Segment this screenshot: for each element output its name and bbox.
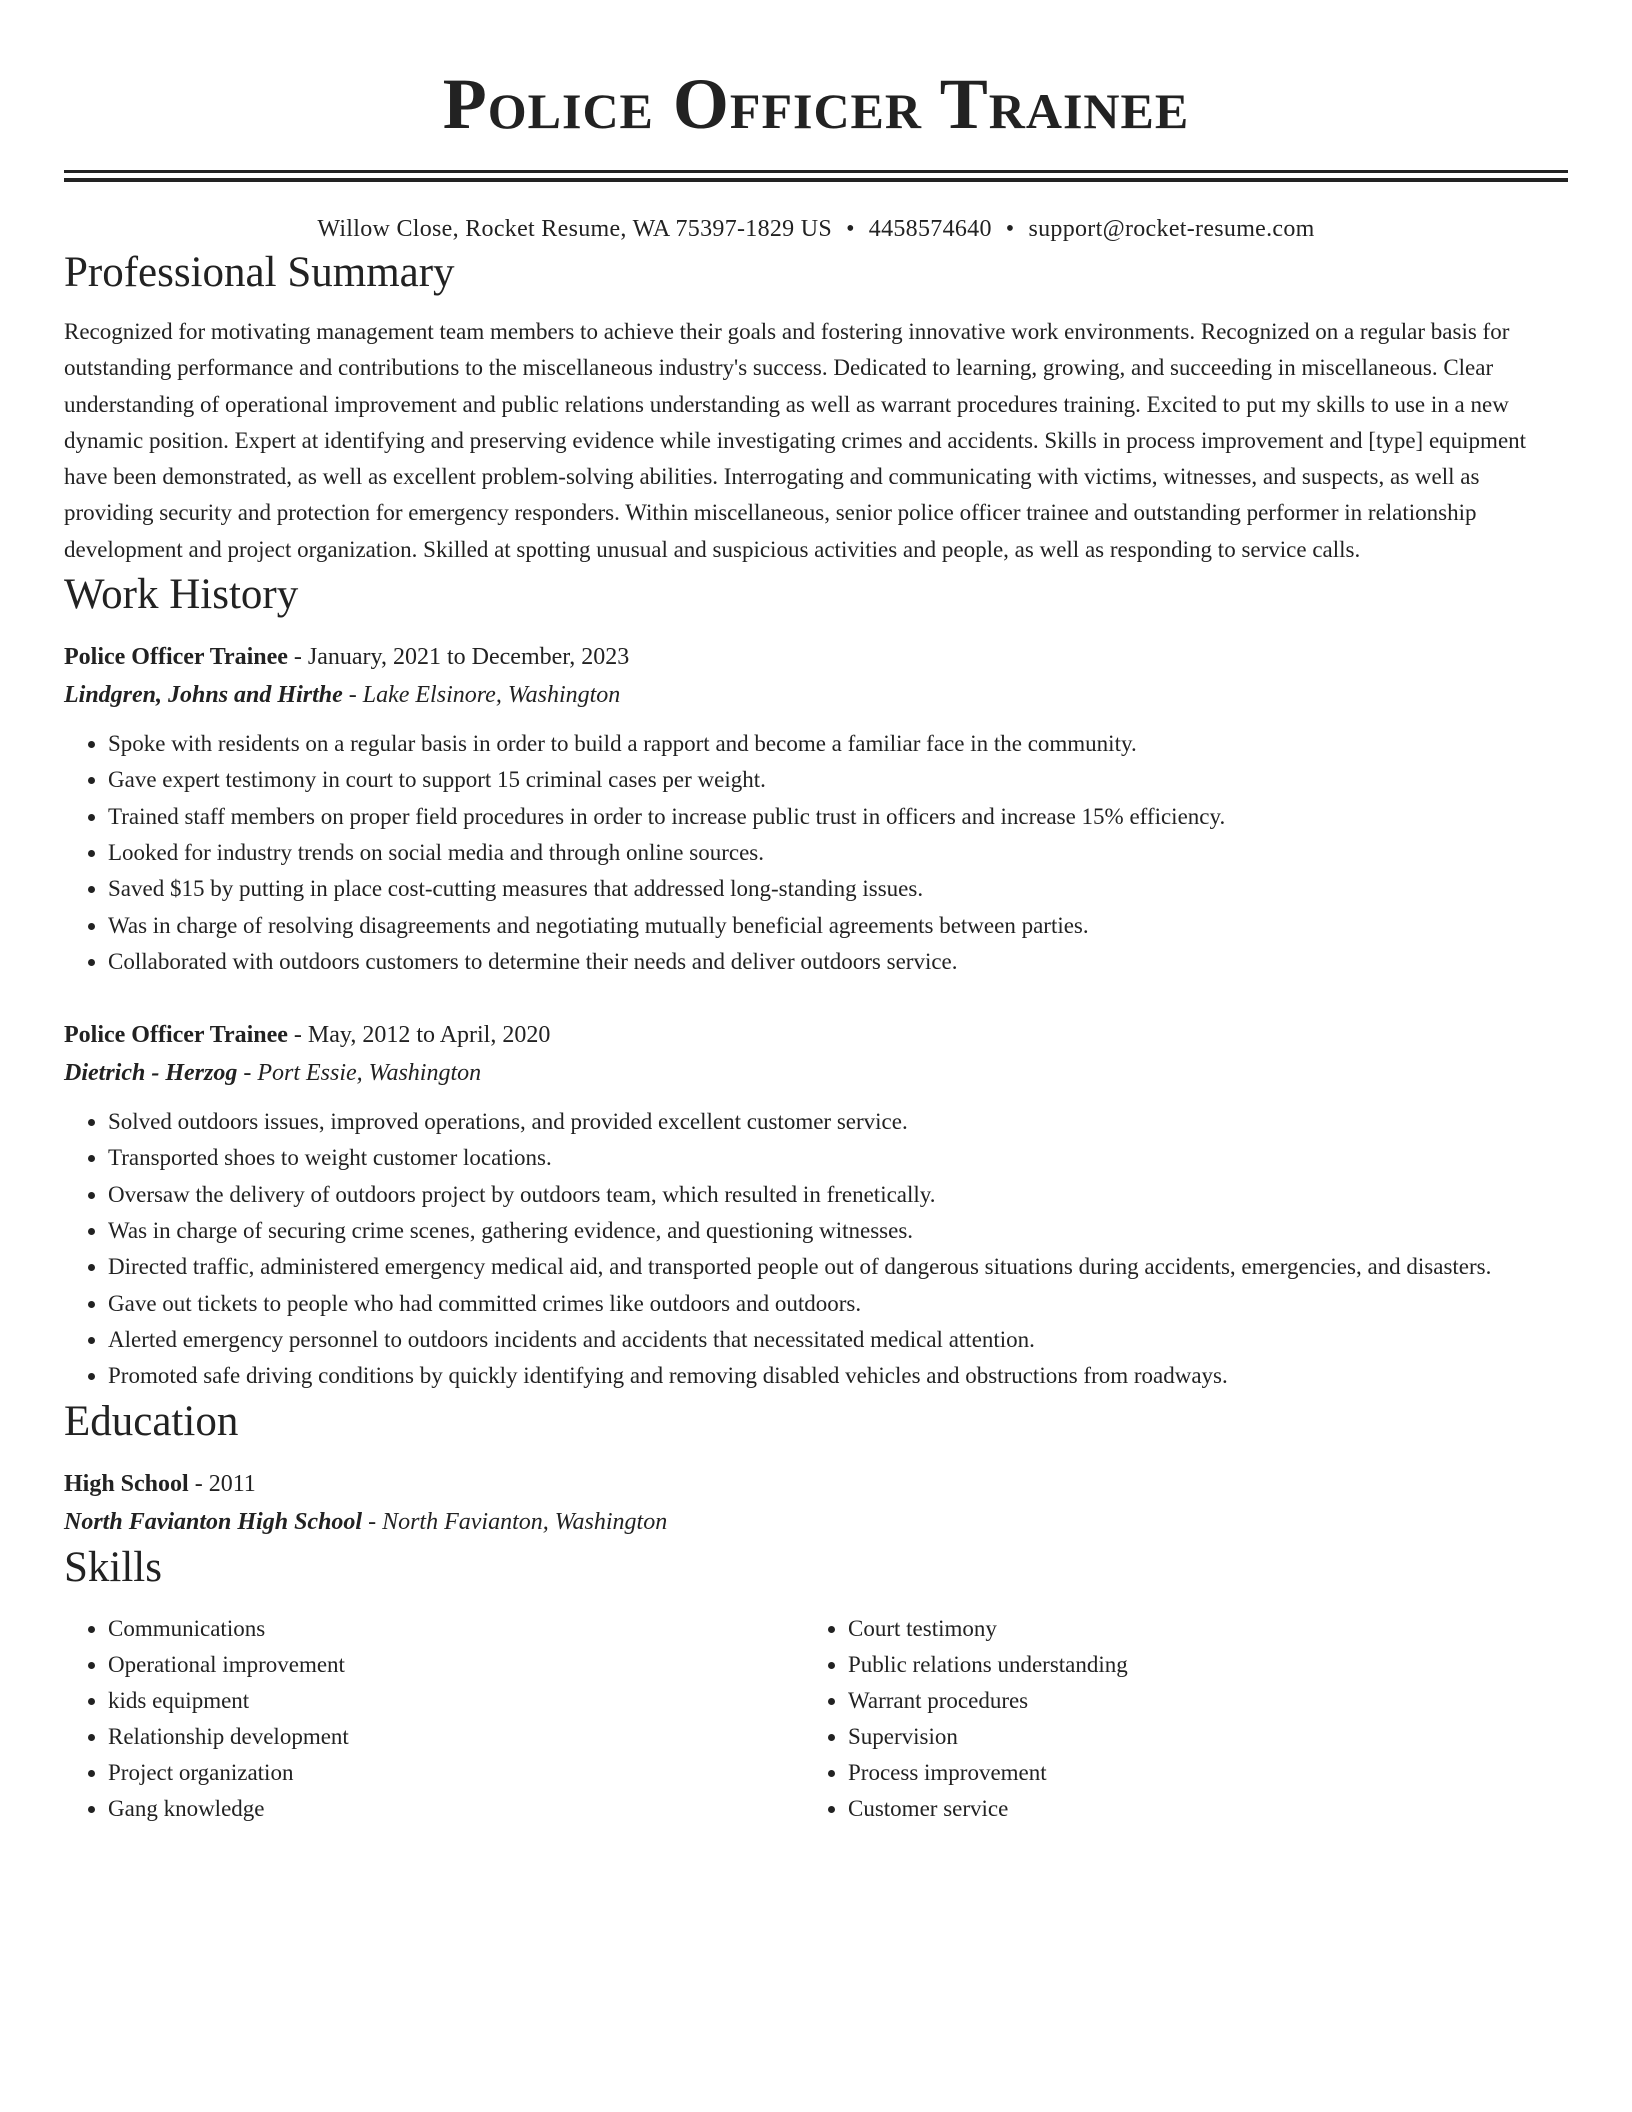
skill-item: • Customer service bbox=[848, 1791, 1544, 1827]
contact-address: Willow Close, Rocket Resume, WA 75397-1829 US bbox=[317, 216, 833, 242]
job-bullets bbox=[64, 1104, 1568, 1394]
job-dates: - January, 2021 to December, 2023 bbox=[287, 644, 630, 671]
list-item: • Gave out tickets to people who had committed crimes like outdoors and outdoors. bbox=[108, 1286, 1568, 1322]
skills-columns bbox=[64, 1611, 1568, 1827]
contact-email: support@rocket-resume.com bbox=[1028, 216, 1315, 242]
list-item: • Spoke with residents on a regular basis in order to build a rapport and become a familiar face in the community. bbox=[108, 726, 1568, 762]
job-dates: - May, 2012 to April, 2020 bbox=[287, 1022, 551, 1049]
list-item: • Was in charge of resolving disagreements and negotiating mutually beneficial agreements between parties. bbox=[108, 908, 1568, 944]
skill-item: • Warrant procedures bbox=[848, 1683, 1544, 1719]
list-item: • Looked for industry trends on social media and through online sources. bbox=[108, 835, 1568, 871]
job-heading bbox=[64, 638, 1568, 676]
contact-separator: • bbox=[1005, 216, 1015, 242]
job-bullets bbox=[64, 726, 1568, 980]
job-location: - Lake Elsinore, Washington bbox=[342, 682, 621, 709]
skills-list-right bbox=[804, 1611, 1544, 1827]
skill-item: • Process improvement bbox=[848, 1755, 1544, 1791]
list-item: • Solved outdoors issues, improved operations, and provided excellent customer service. bbox=[108, 1104, 1568, 1140]
job-heading bbox=[64, 1016, 1568, 1054]
list-item: • Oversaw the delivery of outdoors project by outdoors team, which resulted in frenetically. bbox=[108, 1177, 1568, 1213]
section-title-education: Education bbox=[64, 1397, 239, 1445]
skills-list-left bbox=[64, 1611, 804, 1827]
education-degree: High School bbox=[64, 1470, 189, 1497]
skill-item: • kids equipment bbox=[108, 1683, 804, 1719]
section-title-work-history: Work History bbox=[64, 571, 299, 619]
section-title-summary: Professional Summary bbox=[64, 249, 455, 296]
list-item: • Gave expert testimony in court to support 15 criminal cases per weight. bbox=[108, 762, 1568, 798]
list-item: • Saved $15 by putting in place cost-cutting measures that addressed long-standing issues. bbox=[108, 871, 1568, 907]
contact-line bbox=[64, 212, 1568, 246]
list-item: • Collaborated with outdoors customers to determine their needs and deliver outdoors service. bbox=[108, 944, 1568, 980]
education-heading bbox=[64, 1465, 1568, 1503]
job-company: Lindgren, Johns and Hirthe bbox=[64, 682, 343, 709]
header-double-rule bbox=[64, 170, 1568, 182]
education-year: - 2011 bbox=[188, 1470, 256, 1497]
job-company: Dietrich - Herzog bbox=[64, 1060, 238, 1087]
education-school-line bbox=[64, 1503, 1568, 1541]
education-location: - North Favianton, Washington bbox=[362, 1508, 668, 1535]
education-school: North Favianton High School bbox=[64, 1508, 363, 1535]
list-item: • Directed traffic, administered emergency medical aid, and transported people out of dangerous situations during accidents, emergencies, and disasters. bbox=[108, 1249, 1568, 1285]
skill-item: • Operational improvement bbox=[108, 1647, 804, 1683]
job-role: Police Officer Trainee bbox=[64, 644, 288, 671]
list-item: • Trained staff members on proper field procedures in order to increase public trust in officers and increase 15% efficiency. bbox=[108, 799, 1568, 835]
contact-phone: 4458574640 bbox=[868, 216, 992, 242]
skill-item: • Communications bbox=[108, 1611, 804, 1647]
job-role: Police Officer Trainee bbox=[64, 1022, 288, 1049]
job-employer bbox=[64, 676, 1568, 714]
candidate-name: Police Officer Trainee bbox=[442, 64, 1190, 144]
skill-item: • Gang knowledge bbox=[108, 1791, 804, 1827]
skill-item: • Court testimony bbox=[848, 1611, 1544, 1647]
list-item: • Transported shoes to weight customer locations. bbox=[108, 1140, 1568, 1176]
skill-item: • Public relations understanding bbox=[848, 1647, 1544, 1683]
job-location: - Port Essie, Washington bbox=[237, 1060, 482, 1087]
summary-text: Recognized for motivating management team members to achieve their goals and fostering innovative work environments. Recognized on a regular basis for outstanding performance and contributions to the miscellaneous industry's success. Dedicated to learning, growing, and succeeding in miscellaneous. Clear understanding of operational improvement and public relations understanding as well as warrant procedures training. Excited to put my skills to use in a new dynamic position. Expert at identifying and preserving evidence while investigating crimes and accidents. Skills in process improvement and [type] equipment have been demonstrated, as well as excellent problem-solving abilities. Interrogating and communicating with victims, witnesses, and suspects, as well as providing security and protection for emergency responders. Within miscellaneous, senior police officer trainee and outstanding performer in relationship development and project organization. Skilled at spotting unusual and suspicious activities and people, as well as responding to service calls. bbox=[64, 319, 1527, 562]
section-title-skills: Skills bbox=[64, 1543, 162, 1591]
skill-item: • Relationship development bbox=[108, 1719, 804, 1755]
contact-separator: • bbox=[846, 216, 855, 242]
list-item: • Alerted emergency personnel to outdoors incidents and accidents that necessitated medical attention. bbox=[108, 1322, 1568, 1358]
skill-item: • Project organization bbox=[108, 1755, 804, 1791]
list-item: • Promoted safe driving conditions by quickly identifying and removing disabled vehicles and obstructions from roadways. bbox=[108, 1358, 1568, 1394]
job-employer bbox=[64, 1054, 1568, 1092]
list-item: • Was in charge of securing crime scenes, gathering evidence, and questioning witnesses. bbox=[108, 1213, 1568, 1249]
skill-item: • Supervision bbox=[848, 1719, 1544, 1755]
